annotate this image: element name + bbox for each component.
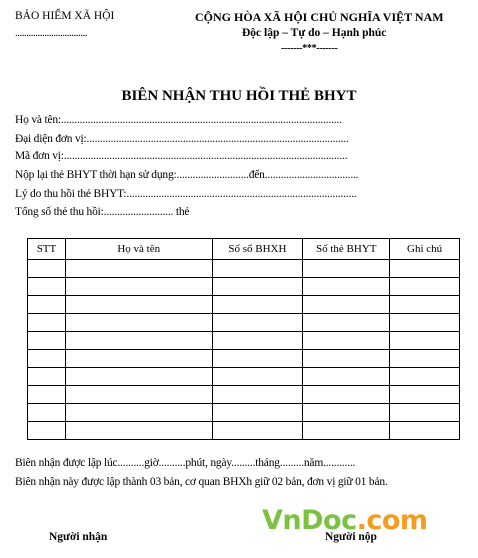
table-cell: [212, 386, 303, 404]
table-cell: [65, 350, 212, 368]
field-unit-representative: Đại diện đơn vị:..................................................................................................: [15, 133, 349, 145]
table-cell: [303, 368, 390, 386]
table-cell: [212, 278, 303, 296]
field-total-cards: Tổng số thẻ thu hồi:.......................... thẻ: [15, 206, 190, 218]
table-row: [28, 260, 460, 278]
field-unit-code: Mã đơn vị:..........................................................................................................: [15, 150, 348, 162]
table-cell: [390, 368, 460, 386]
table-cell: [390, 296, 460, 314]
table-cell: [65, 296, 212, 314]
table-cell: [390, 314, 460, 332]
card-list-table: [27, 238, 460, 440]
org-name: BẢO HIỂM XÃ HỘI: [15, 10, 115, 22]
table-cell: [303, 350, 390, 368]
document-title: BIÊN NHẬN THU HỒI THẺ BHYT: [121, 88, 357, 104]
table-cell: [65, 368, 212, 386]
table-cell: [212, 296, 303, 314]
table-cell: [303, 278, 390, 296]
table-row: [28, 386, 460, 404]
table-cell: [65, 404, 212, 422]
footer-copies-note: Biên nhận này được lập thành 03 bản, cơ quan BHXh giữ 02 bản, đơn vị giữ 01 bản.: [15, 476, 388, 488]
table-cell: [65, 332, 212, 350]
table-cell: [212, 368, 303, 386]
table-cell: [65, 386, 212, 404]
national-motto: Độc lập – Tự do – Hạnh phúc: [242, 27, 387, 39]
watermark-logo: [262, 505, 428, 536]
table-body: [28, 260, 460, 440]
table-cell: [212, 332, 303, 350]
table-cell: [28, 314, 66, 332]
table-row: [28, 296, 460, 314]
table-cell: [28, 422, 66, 440]
field-revocation-reason: Lý do thu hồi thẻ BHYT:......................................................................................: [15, 188, 357, 200]
table-cell: [28, 278, 66, 296]
table-cell: [28, 332, 66, 350]
field-full-name: Họ và tên:.........................................................................................................: [15, 114, 342, 126]
signature-submitter: Người nộp: [325, 531, 377, 543]
org-name-placeholder: ................................: [15, 27, 87, 39]
table-cell: [212, 404, 303, 422]
table-cell: [390, 332, 460, 350]
table-cell: [212, 422, 303, 440]
table-row: [28, 350, 460, 368]
table-cell: [65, 314, 212, 332]
table-cell: [28, 260, 66, 278]
table-cell: [390, 422, 460, 440]
watermark-text: VnDoc.com: [262, 505, 428, 536]
column-header-social-insurance-no: Số sổ BHXH: [212, 239, 303, 260]
table-cell: [303, 332, 390, 350]
table-cell: [303, 296, 390, 314]
column-header-full-name: Họ và tên: [65, 239, 212, 260]
table-cell: [303, 386, 390, 404]
table-row: [28, 278, 460, 296]
table-cell: [65, 260, 212, 278]
table-row: [28, 404, 460, 422]
table-cell: [390, 404, 460, 422]
republic-heading: CỘNG HÒA XÃ HỘI CHỦ NGHĨA VIỆT NAM: [195, 10, 444, 24]
table-cell: [212, 260, 303, 278]
table-cell: [303, 422, 390, 440]
table-cell: [28, 368, 66, 386]
table-cell: [390, 386, 460, 404]
signature-receiver: Người nhận: [49, 531, 108, 543]
table-cell: [390, 260, 460, 278]
table-cell: [65, 422, 212, 440]
column-header-health-card-no: Số thẻ BHYT: [303, 239, 390, 260]
table-cell: [390, 350, 460, 368]
table-cell: [390, 278, 460, 296]
table-cell: [303, 260, 390, 278]
table-cell: [28, 350, 66, 368]
table-cell: [28, 386, 66, 404]
table-row: [28, 368, 460, 386]
column-header-stt: STT: [28, 239, 66, 260]
table-cell: [28, 404, 66, 422]
table-cell: [212, 314, 303, 332]
column-header-notes: Ghi chú: [390, 239, 460, 260]
table-row: [28, 422, 460, 440]
table-cell: [303, 314, 390, 332]
table-row: [28, 332, 460, 350]
table-cell: [28, 296, 66, 314]
table-cell: [212, 350, 303, 368]
field-return-period: Nộp lại thẻ BHYT thời hạn sử dụng:...........................đến...................................: [15, 169, 359, 181]
table-cell: [303, 404, 390, 422]
table-cell: [65, 278, 212, 296]
header-separator: -------***-------: [281, 43, 338, 54]
footer-issued-time: Biên nhận được lập lúc..........giờ..........phút, ngày.........tháng.........năm............: [15, 457, 356, 469]
table-header-row: [28, 239, 460, 260]
table-row: [28, 314, 460, 332]
